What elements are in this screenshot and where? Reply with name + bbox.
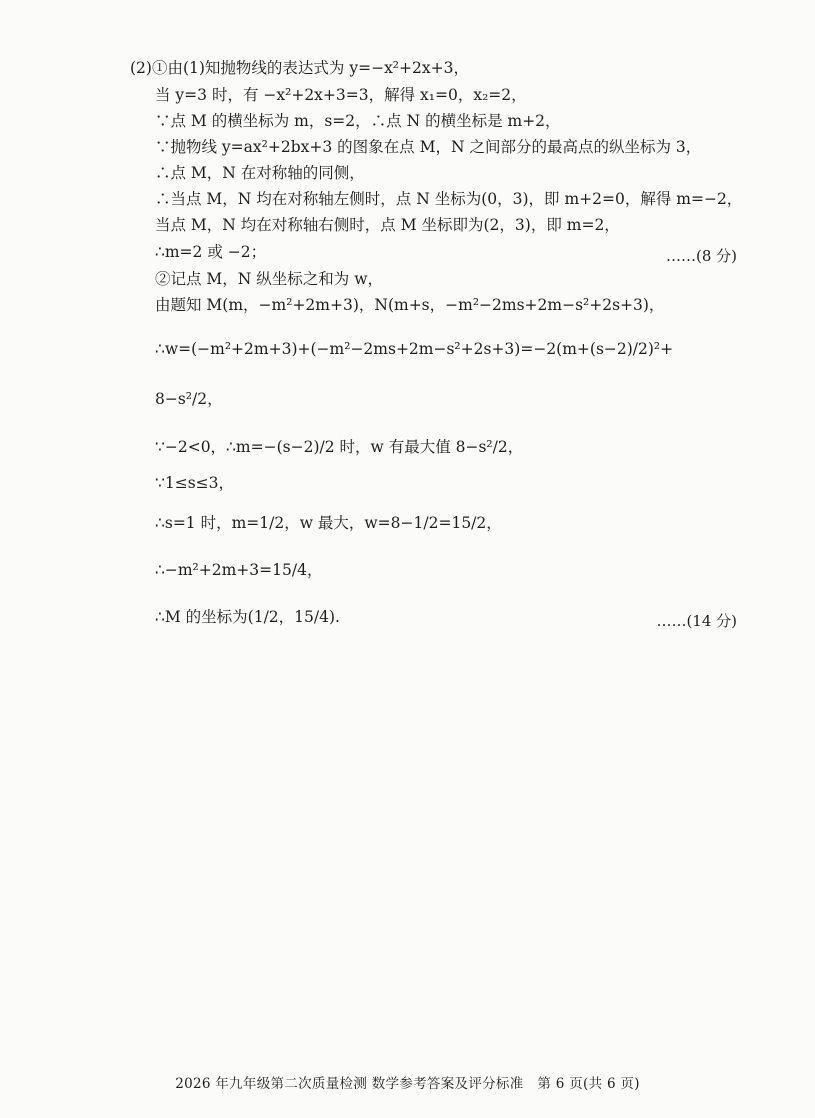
score-14: ……(14 分) xyxy=(656,612,737,630)
line-5: ∴点 M，N 在对称轴的同侧， xyxy=(155,164,365,182)
line-10: 由题知 M(m，−m²+2m+3)，N(m+s，−m²−2ms+2m−s²+2s+3)， xyxy=(155,296,665,314)
line-3: ∵点 M 的横坐标为 m，s=2，∴点 N 的横坐标是 m+2， xyxy=(155,112,561,130)
line-1: (2)①由(1)知抛物线的表达式为 y=−x²+2x+3， xyxy=(130,59,469,77)
line-13: ∵−2<0，∴m=−(s−2)/2 时，w 有最大值 8−s²/2， xyxy=(155,438,524,456)
line-17: ∴M 的坐标为(1/2，15/4). xyxy=(155,608,340,626)
line-4: ∵抛物线 y=ax²+2bx+3 的图象在点 M，N 之间部分的最高点的纵坐标为 3， xyxy=(155,138,702,156)
line-2: 当 y=3 时，有 −x²+2x+3=3，解得 x₁=0，x₂=2， xyxy=(155,86,527,104)
line-14: ∵1≤s≤3， xyxy=(155,474,235,492)
line-11: ∴w=(−m²+2m+3)+(−m²−2ms+2m−s²+2s+3)=−2(m+(s−2)/2)²+ xyxy=(155,340,674,358)
line-15: ∴s=1 时，m=1/2，w 最大，w=8−1/2=15/2， xyxy=(155,514,502,532)
score-8: ……(8 分) xyxy=(665,247,737,265)
line-16: ∴−m²+2m+3=15/4， xyxy=(155,561,323,579)
line-6: ∴当点 M，N 均在对称轴左侧时，点 N 坐标为(0，3)，即 m+2=0，解得 m=−2， xyxy=(155,190,743,208)
line-8: ∴m=2 或 −2； xyxy=(155,243,267,261)
page-footer: 2026 年九年级第二次质量检测 数学参考答案及评分标准 第 6 页(共 6 页) xyxy=(175,1076,640,1092)
line-12: 8−s²/2， xyxy=(155,390,223,408)
line-9: ②记点 M，N 纵坐标之和为 w， xyxy=(155,270,383,288)
line-7: 当点 M，N 均在对称轴右侧时，点 M 坐标即为(2，3)，即 m=2， xyxy=(155,216,620,234)
